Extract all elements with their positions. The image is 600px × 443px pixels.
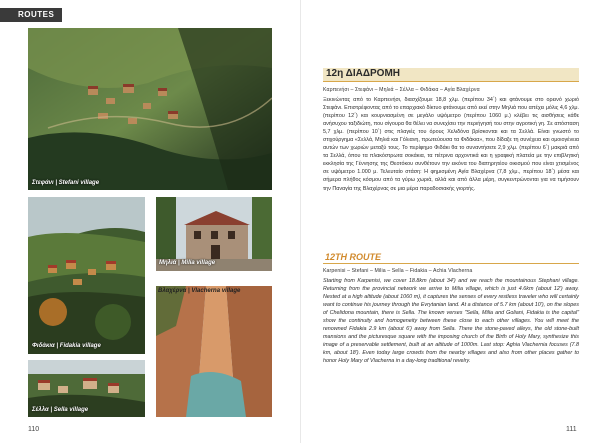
caption-milia: Μηλιά | Milia village xyxy=(159,260,216,266)
photo-fidakia-village xyxy=(28,197,145,354)
greek-route-title xyxy=(323,68,579,82)
section-label: ROUTES xyxy=(18,10,55,19)
photo-milia-village xyxy=(156,197,272,271)
caption-stefani: Στεφάνι | Stefani village xyxy=(32,180,100,186)
english-route-title xyxy=(323,251,579,264)
english-route-title-text: 12TH ROUTE xyxy=(325,252,382,262)
caption-vlacherna: Βλαχέρνα | Vlacherna village xyxy=(158,288,241,294)
section-tab xyxy=(0,8,62,22)
english-route-stops: Karpenisi – Stefani – Milia – Sella – Fidakia – Achia Vlacherna xyxy=(323,268,473,274)
photo-sella-village xyxy=(28,360,145,417)
greek-body: Ξεκινώντας από το Καρπενήσι, διασχίζουμε 18,8 χλμ. (περίπου 34΄) και φτάνουμε στο ορεινό χωριό Στεφάνι. Επιστρέφοντας από το επαρχιακό δίκτυο φτάνουμε από εκεί στην Μηλιά που απέχει μόλις 4,6 χλμ. (περίπου 12΄) και κουρνιασμένη σε μεγάλο υψόμετρο (περίπου 1060 μ.) κλέβει τις αισθήσεις κάθε ανήσυχου ταξιδιώτη, που σίγουρα θα θέλει να συνεχίσει την περιήγησή του στην αγροτική γη. Σε απόσταση 5,7 χλμ. (περίπου 10΄) στις πλαγιές του όρους Χελιδόνα βρίσκονται και τα Σελλά. Είναι γνωστό το στιχούργημα «Σελλά, Μηλιά και Γόλιανη, πρωτεύουσα τα Φιδάκια», που δίδαξε τη συνέχεια και ομοιογένεια αυτών των χωριών μεταξύ τους. Το περίφημο Φιδάκι θα το συναντήσετε 2,9 χλμ. (περίπου 6΄) μακριά από τα Σελλά, όπου τα πλακόστρωτα σοκάκια, τα πέτρινα αρχοντικά και η γραφική πλατεία με την επιβλητική εκκλησία της Γέννησης της Θεοτόκου συνθέτουν την εικόνα του διατηρητέου οικισμού που είναι χτισμένος σε υψόμετρο 1.000 μ. Τελευταίο στάση: Η φημισμένη Αγία Βλαχέρνα (7,8 χλμ., περίπου 18΄) μέσα και σήμερα πλήθος κόσμου από τα γύρω χωριά, αλλά και από άλλα μέρη, συγκεντρώνονται για να τιμήσουν την Παναγία της Βλαχέρνας σε μια μέρα παραδοσιακής γιορτής. xyxy=(323,97,579,192)
caption-sella: Σέλλα | Sella village xyxy=(32,407,89,413)
photo-vlacherna xyxy=(156,286,272,417)
page-fold xyxy=(300,0,301,443)
greek-route-title-text: 12η ΔΙΑΔΡΟΜΗ xyxy=(326,68,401,79)
english-body: Starting from Karpenisi, we cover 18.8km (about 34') and we reach the mountainous Stephani village. Returning from the provincial network we arrive to Milia village, which is just 4.6km (about 12') away. Nested at a high altitude (about 1060 m), it captures the senses of every restless traveler who will certainly want to continue his journey through the Evrytanian land. At a distance of 5.7 km (about 10'), on the slopes of Chelidona mountain, there is Sella. The known verses "Sella, Milia and Goliani, Fidakia is the capital" show the continuity and homogeneity between these close to each other villages. You will meet the renowned Fidakia 2.9 km (about 6') away from Sella. There the stone-paved alleys, the old stone-built mansions and the picturesque square with the imposing church of the Birth of Holy Mary, synthesize this image of a preservable settlement, built at an altitude of 1000m. Last stop: Aghia Vlachernia focuses (7.8 km, about 18'). Even today large crowds from the nearby villages and also from other places gather to honor Holy Mary of Vlacherna in a day-long traditional revelry. xyxy=(323,278,579,365)
greek-route-stops: Καρπενήσι – Στεφάνι – Μηλιά – Σέλλα – Φιδάκια – Αγία Βλαχέρνα xyxy=(323,87,480,93)
photo-stefani-village xyxy=(28,28,272,190)
caption-fidakia: Φιδάκια | Fidakia village xyxy=(32,343,101,349)
page-number-right: 111 xyxy=(566,426,577,433)
page-number-left: 110 xyxy=(28,426,40,433)
